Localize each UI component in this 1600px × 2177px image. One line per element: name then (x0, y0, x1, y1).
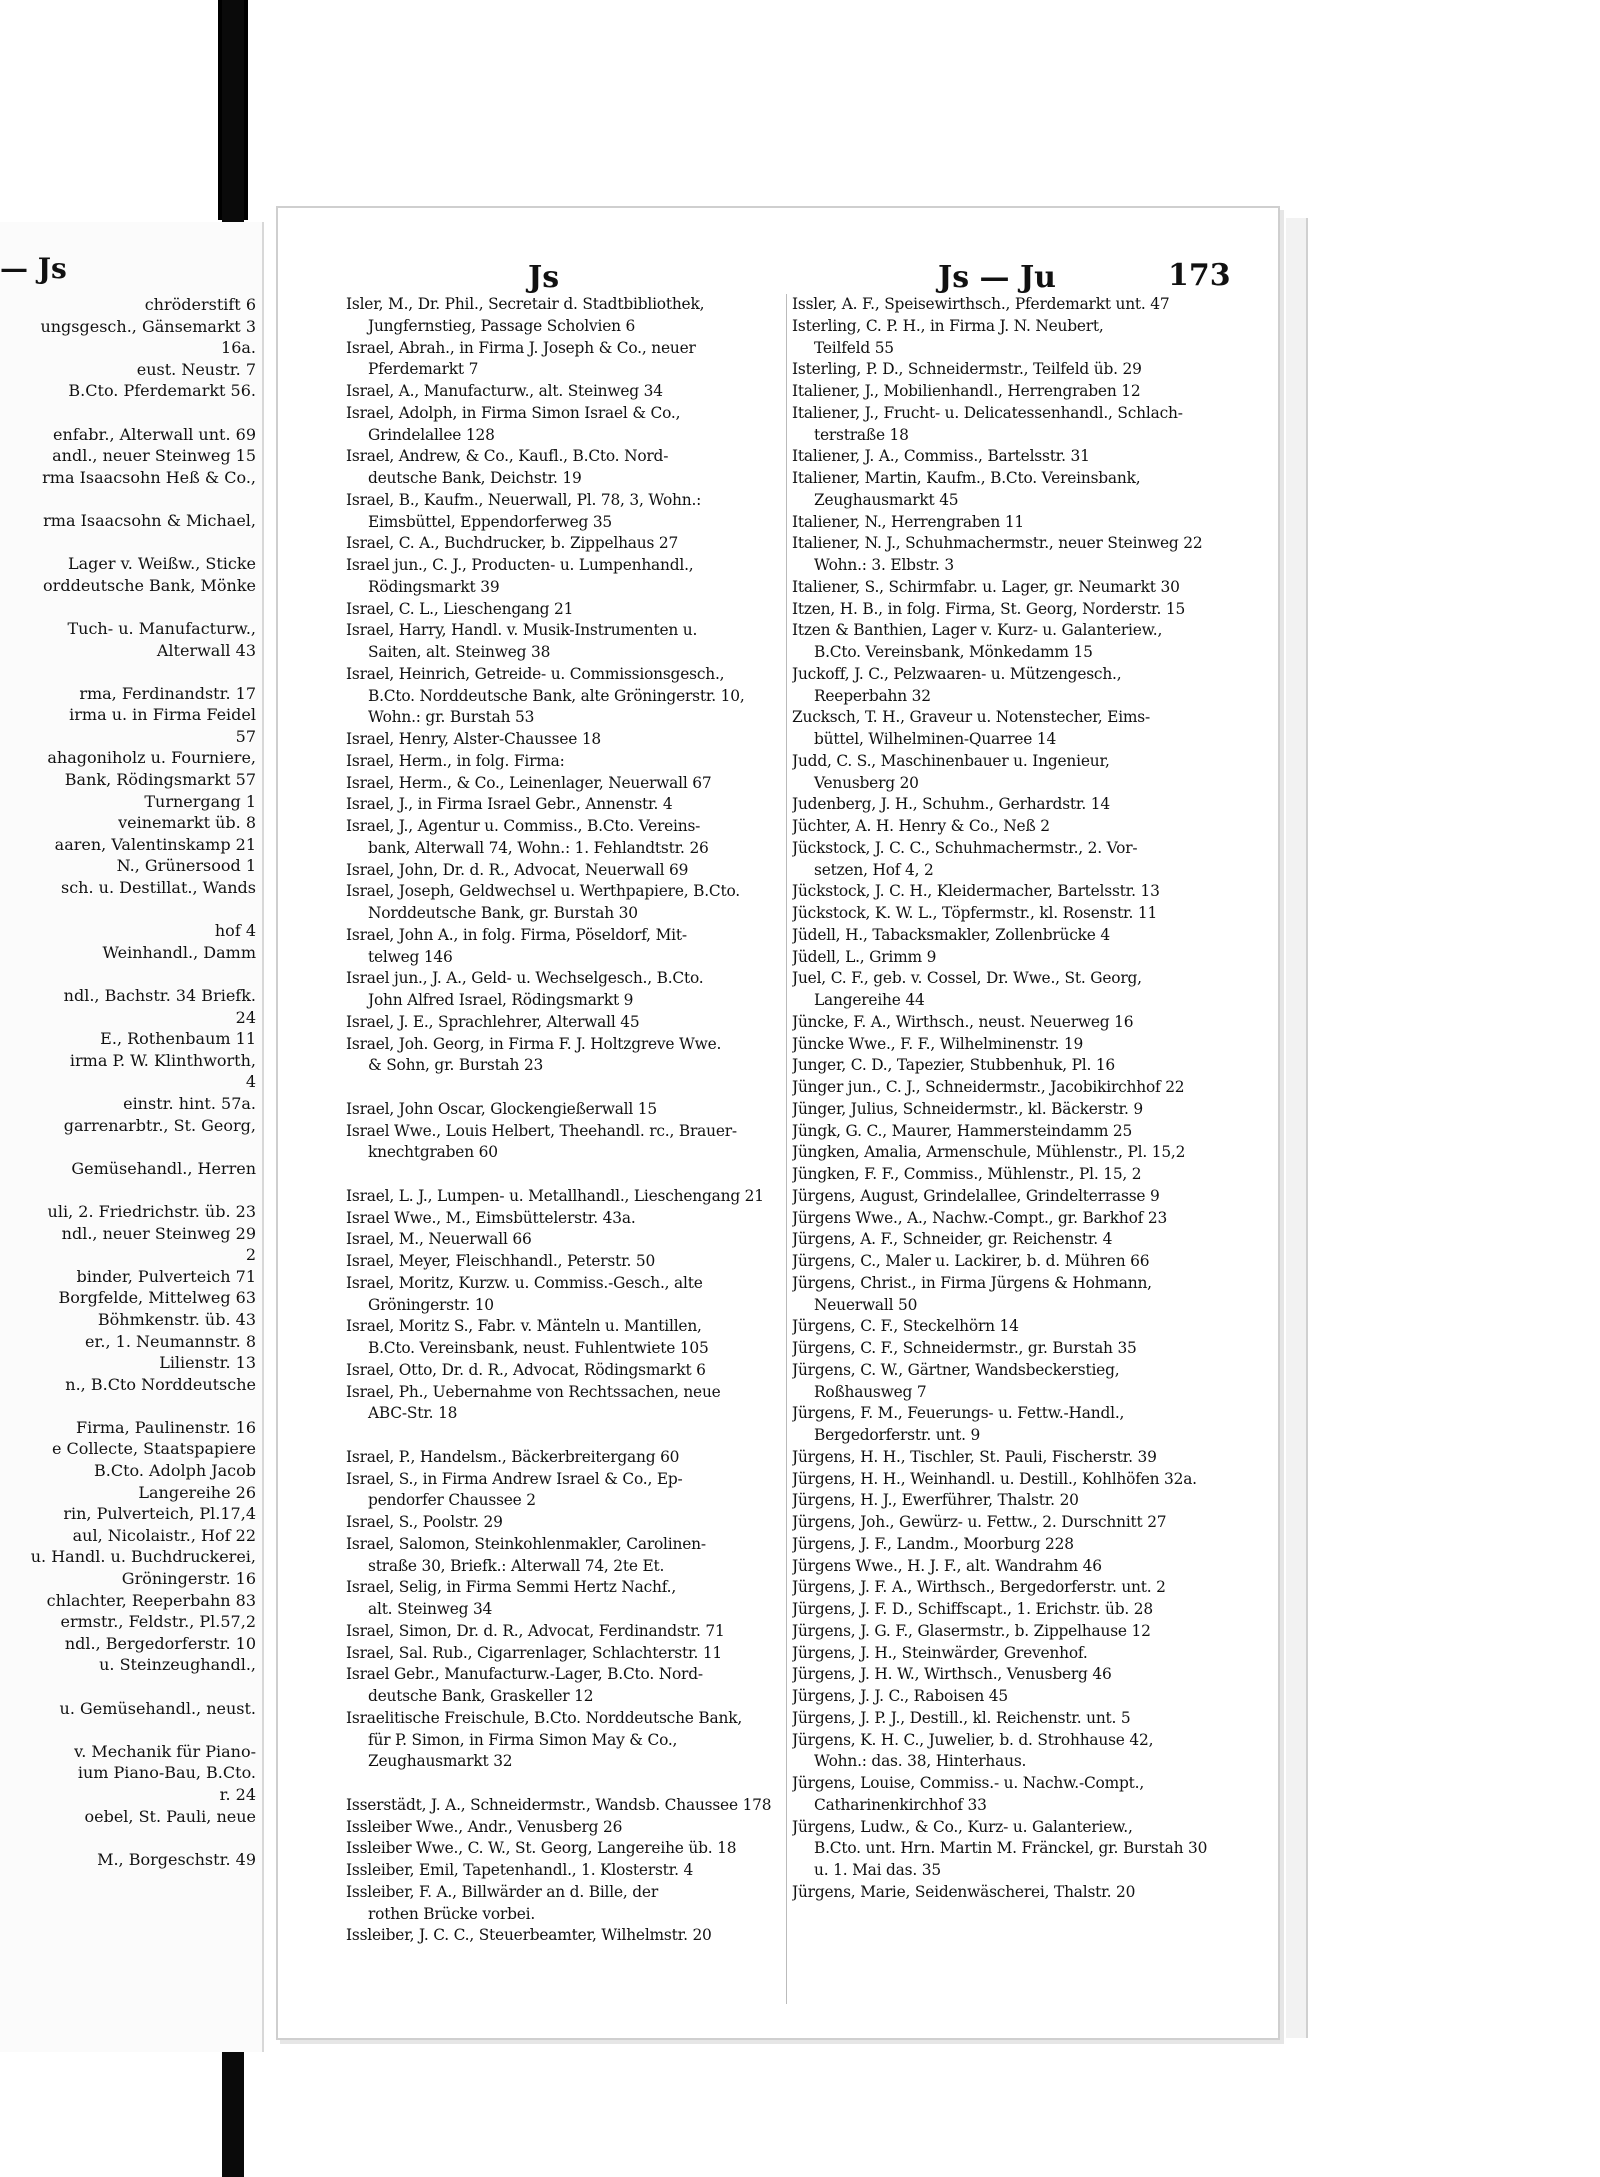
directory-entry: Jürgens, K. H. C., Juwelier, b. d. Strohhause 42, (792, 1730, 1154, 1749)
directory-entry: Jürgens, J. G. F., Glasermstr., b. Zippelhause 12 (792, 1621, 1151, 1640)
directory-entry: Israel, J., Agentur u. Commiss., B.Cto. Vereins- (346, 817, 701, 835)
directory-entry: Jüngken, Amalia, Armenschule, Mühlenstr., Pl. 15,2 (792, 1143, 1186, 1162)
left-page-line: 24 (235, 1007, 256, 1027)
directory-entry: Isterling, P. D., Schneidermstr., Teilfeld üb. 29 (792, 360, 1142, 379)
right-page (276, 206, 1280, 2040)
directory-entry: Jüncke Wwe., F. F., Wilhelminenstr. 19 (792, 1034, 1084, 1053)
left-page-line: Langereihe 26 (138, 1482, 256, 1502)
left-page-line: N., Grünersood 1 (116, 856, 256, 876)
left-page-line: ndl., Bachstr. 34 Briefk. (63, 986, 256, 1005)
directory-entry: Israel, Sal. Rub., Cigarrenlager, Schlachterstr. 11 (346, 1643, 723, 1662)
directory-entry: Isterling, C. P. H., in Firma J. N. Neubert, (792, 316, 1104, 335)
directory-entry: Israel, Harry, Handl. v. Musik-Instrumenten u. (346, 621, 698, 640)
directory-entry: Venusberg 20 (814, 773, 919, 792)
directory-entry: Junger, C. D., Tapezier, Stubbenhuk, Pl. 16 (792, 1056, 1116, 1075)
directory-entry: bank, Alterwall 74, Wohn.: 1. Fehlandtstr. 26 (368, 838, 709, 857)
left-page-line: Tuch- u. Manufacturw., (67, 618, 256, 638)
directory-entry: Itzen, H. B., in folg. Firma, St. Georg, Norderstr. 15 (792, 599, 1186, 618)
left-page-line (0, 963, 262, 985)
left-page-line: 2 (245, 1245, 256, 1265)
directory-entry: Israelitische Freischule, B.Cto. Norddeutsche Bank, (346, 1708, 743, 1727)
left-page-line: veinemarkt üb. 8 (118, 813, 256, 833)
directory-entry: Jürgens, C. W., Gärtner, Wandsbeckerstieg, (792, 1360, 1120, 1379)
directory-entry: Israel, Andrew, & Co., Kaufl., B.Cto. Nord- (346, 447, 669, 466)
left-page-line (0, 661, 262, 683)
left-page-line: uli, 2. Friedrichstr. üb. 23 (47, 1201, 256, 1221)
left-page-line: orddeutsche Bank, Mönke (43, 575, 256, 595)
left-page-line: 57 (235, 726, 256, 746)
directory-entry: Issleiber, Emil, Tapetenhandl., 1. Klosterstr. 4 (346, 1861, 694, 1879)
left-page-line (0, 1719, 262, 1741)
left-page-line: ermstr., Feldstr., Pl.57,2 (60, 1612, 256, 1632)
left-page-line: rma Isaacsohn & Michael, (43, 510, 256, 530)
directory-entry: deutsche Bank, Deichstr. 19 (368, 469, 582, 487)
left-page-line: u. Gemüsehandl., neust. (59, 1698, 256, 1718)
directory-entry: Wohn.: gr. Burstah 53 (368, 708, 535, 727)
directory-entry: Reeperbahn 32 (814, 686, 931, 705)
directory-entry: Israel, P., Handelsm., Bäckerbreitergang 60 (346, 1447, 680, 1466)
directory-entry: Israel, Herm., & Co., Leinenlager, Neuerwall 67 (346, 773, 712, 792)
directory-entry: Jungfernstieg, Passage Scholvien 6 (368, 316, 636, 335)
left-page-line: Gröningerstr. 16 (121, 1569, 256, 1589)
directory-entry: Jüdell, L., Grimm 9 (792, 947, 937, 966)
left-page (0, 222, 264, 2052)
directory-entry: Israel, Joseph, Geldwechsel u. Werthpapiere, B.Cto. (346, 882, 740, 901)
directory-entry: Israel, Selig, in Firma Semmi Hertz Nachf., (346, 1578, 677, 1597)
left-page-line: u. Handl. u. Buchdruckerei, (30, 1547, 256, 1567)
left-page-line: Weinhandl., Damm (102, 942, 256, 962)
left-page-line (0, 1676, 262, 1698)
left-page-line: Lilienstr. 13 (159, 1353, 256, 1373)
directory-entry: u. 1. Mai das. 35 (814, 1861, 941, 1879)
directory-entry: Israel, Simon, Dr. d. R., Advocat, Ferdinandstr. 71 (346, 1621, 725, 1640)
left-page-header: — Js (0, 252, 67, 285)
left-page-line (0, 1395, 262, 1417)
directory-entry: Saiten, alt. Steinweg 38 (368, 643, 551, 661)
directory-entry: Italiener, J., Mobilienhandl., Herrengraben 12 (792, 382, 1141, 400)
left-page-line (0, 1136, 262, 1158)
directory-entry: Jürgens, H. H., Weinhandl. u. Destill., Kohlhöfen 32a. (792, 1469, 1197, 1488)
left-page-line (0, 488, 262, 510)
directory-entry: Jürgens, Christ., in Firma Jürgens & Hohmann, (792, 1273, 1152, 1292)
left-page-line (0, 899, 262, 921)
left-page-line: aaren, Valentinskamp 21 (54, 834, 256, 854)
left-page-line (0, 532, 262, 554)
left-page-line: chlachter, Reeperbahn 83 (46, 1590, 256, 1610)
directory-entry: setzen, Hof 4, 2 (814, 860, 934, 879)
directory-entry: Jürgens, J. P. J., Destill., kl. Reichenstr. unt. 5 (792, 1708, 1131, 1727)
directory-entry (346, 1425, 796, 1447)
directory-entry: Israel, J., in Firma Israel Gebr., Annenstr. 4 (346, 795, 673, 814)
left-page-line: enfabr., Alterwall unt. 69 (53, 424, 256, 444)
running-head-right: Js — Ju (938, 260, 1056, 295)
directory-entry: Jürgens, Louise, Commiss.- u. Nachw.-Compt., (792, 1774, 1145, 1792)
directory-entry: Jürgens, C., Maler u. Lackirer, b. d. Mühren 66 (792, 1252, 1150, 1270)
directory-entry: Israel, A., Manufacturw., alt. Steinweg 34 (346, 382, 663, 400)
directory-entry: Jünger jun., C. J., Schneidermstr., Jacobikirchhof 22 (792, 1078, 1185, 1096)
left-page-line (0, 402, 262, 424)
directory-entry: Zeughausmarkt 45 (814, 490, 959, 509)
directory-entry: Italiener, N., Herrengraben 11 (792, 512, 1025, 531)
directory-entry: Israel, Meyer, Fleischhandl., Peterstr. 50 (346, 1252, 656, 1270)
directory-entry: Pferdemarkt 7 (368, 360, 479, 379)
left-page-line (0, 596, 262, 618)
directory-entry: Isler, M., Dr. Phil., Secretair d. Stadtbibliothek, (346, 295, 705, 313)
directory-entry: Roßhausweg 7 (814, 1382, 927, 1401)
directory-entry: Jückstock, J. C. C., Schuhmachermstr., 2. Vor- (792, 838, 1138, 857)
left-page-line: Lager v. Weißw., Sticke (67, 554, 256, 574)
directory-entry: Israel, Salomon, Steinkohlenmakler, Carolinen- (346, 1534, 706, 1553)
directory-entry: Israel Gebr., Manufacturw.-Lager, B.Cto. Nord- (346, 1665, 703, 1684)
directory-entry: Jürgens, J. H., Steinwärder, Grevenhof. (792, 1643, 1088, 1662)
directory-entry (346, 1164, 796, 1186)
directory-entry: Israel, Herm., in folg. Firma: (346, 751, 565, 770)
directory-entry: Israel, B., Kaufm., Neuerwall, Pl. 78, 3, Wohn.: (346, 490, 702, 509)
directory-entry: telweg 146 (368, 947, 453, 966)
directory-entry: Jürgens, H. J., Ewerführer, Thalstr. 20 (792, 1491, 1079, 1510)
directory-entry: Catharinenkirchhof 33 (814, 1795, 987, 1814)
directory-entry: Jürgens, Ludw., & Co., Kurz- u. Galanteriew., (792, 1817, 1133, 1836)
directory-entry: knechtgraben 60 (368, 1143, 498, 1162)
page-number: 173 (1168, 258, 1231, 293)
left-page-line: ndl., neuer Steinweg 29 (61, 1223, 256, 1243)
left-page-line: ahagoniholz u. Fourniere, (47, 748, 256, 768)
left-page-line: rin, Pulverteich, Pl.17,4 (63, 1504, 256, 1524)
directory-entry: Jückstock, K. W. L., Töpfermstr., kl. Rosenstr. 11 (792, 904, 1158, 922)
left-page-line: irma P. W. Klinthworth, (69, 1050, 256, 1070)
directory-entry: Israel, S., Poolstr. 29 (346, 1513, 503, 1531)
directory-entry: Israel, Moritz S., Fabr. v. Mänteln u. Mantillen, (346, 1317, 702, 1336)
left-page-line: Borgfelde, Mittelweg 63 (58, 1288, 256, 1308)
directory-entry: Israel, S., in Firma Andrew Israel & Co., Ep- (346, 1469, 683, 1488)
directory-entry: Eimsbüttel, Eppendorferweg 35 (368, 512, 613, 531)
left-page-line: chröderstift 6 (144, 295, 256, 314)
directory-entry: Neuerwall 50 (814, 1295, 918, 1314)
left-page-line: E., Rothenbaum 11 (100, 1029, 256, 1049)
left-page-lines (0, 294, 262, 1870)
left-page-line: rma, Ferdinandstr. 17 (79, 683, 256, 703)
directory-entry: Israel, Joh. Georg, in Firma F. J. Holtzgreve Wwe. (346, 1034, 722, 1053)
left-page-line: B.Cto. Pferdemarkt 56. (68, 381, 256, 401)
directory-entry: Issleiber Wwe., Andr., Venusberg 26 (346, 1817, 623, 1836)
directory-entry: Jürgens, C. F., Steckelhörn 14 (792, 1317, 1019, 1336)
directory-entry (346, 1077, 796, 1099)
directory-entry: Bergedorferstr. unt. 9 (814, 1426, 981, 1444)
directory-entry: B.Cto. unt. Hrn. Martin M. Fränckel, gr. Burstah 30 (814, 1839, 1208, 1858)
directory-entry: Jürgens, C. F., Schneidermstr., gr. Burstah 35 (792, 1339, 1137, 1357)
directory-entry (346, 1773, 796, 1795)
left-page-line: u. Steinzeughandl., (99, 1655, 256, 1675)
directory-entry: Wohn.: 3. Elbstr. 3 (814, 556, 954, 574)
left-page-line: sch. u. Destillat., Wands (61, 878, 256, 898)
directory-entry: & Sohn, gr. Burstah 23 (368, 1056, 544, 1075)
directory-entry: Jürgens, J. H. W., Wirthsch., Venusberg 46 (792, 1665, 1112, 1684)
directory-entry: Juel, C. F., geb. v. Cossel, Dr. Wwe., St. Georg, (792, 969, 1142, 988)
left-page-line: eust. Neustr. 7 (136, 359, 256, 379)
directory-entry: ABC-Str. 18 (368, 1404, 458, 1423)
left-page-line: Gemüsehandl., Herren (71, 1158, 256, 1178)
directory-entry: Teilfeld 55 (814, 338, 894, 357)
directory-entry: Jürgens, A. F., Schneider, gr. Reichenstr. 4 (792, 1230, 1113, 1249)
directory-entry: B.Cto. Norddeutsche Bank, alte Gröningerstr. 10, (368, 686, 745, 705)
left-page-line: 4 (245, 1072, 256, 1092)
directory-entry: Israel Wwe., M., Eimsbüttelerstr. 43a. (346, 1208, 636, 1227)
directory-entry: Jürgens, Joh., Gewürz- u. Fettw., 2. Durschnitt 27 (792, 1513, 1167, 1531)
directory-entry: pendorfer Chaussee 2 (368, 1491, 536, 1510)
left-page-line: rma Isaacsohn Heß & Co., (42, 467, 256, 487)
page-edge (1286, 218, 1308, 2038)
left-page-line: andl., neuer Steinweg 15 (52, 446, 256, 466)
directory-entry: Isserstädt, J. A., Schneidermstr., Wandsb. Chaussee 178 (346, 1795, 772, 1814)
directory-entry: Jückstock, J. C. H., Kleidermacher, Bartelsstr. 13 (792, 882, 1160, 901)
directory-entry: für P. Simon, in Firma Simon May & Co., (368, 1730, 678, 1749)
directory-entry: Israel, L. J., Lumpen- u. Metallhandl., Lieschengang 21 (346, 1186, 764, 1205)
left-page-line: hof 4 (214, 921, 256, 941)
left-page-line: garrenarbtr., St. Georg, (63, 1115, 256, 1135)
directory-entry: Israel, John Oscar, Glockengießerwall 15 (346, 1099, 657, 1118)
directory-entry: straße 30, Briefk.: Alterwall 74, 2te Et. (368, 1556, 665, 1575)
directory-entry: Israel, C. A., Buchdrucker, b. Zippelhaus 27 (346, 534, 679, 553)
directory-entry: Jürgens, Marie, Seidenwäscherei, Thalstr. 20 (792, 1882, 1136, 1901)
directory-column-2 (792, 294, 1242, 1904)
directory-entry: Jürgens, August, Grindelallee, Grindelterrasse 9 (792, 1186, 1160, 1205)
directory-entry: Israel, Adolph, in Firma Simon Israel & Co., (346, 403, 681, 422)
directory-entry: Jürgens Wwe., A., Nachw.-Compt., gr. Barkhof 23 (792, 1208, 1168, 1227)
directory-entry: Israel jun., C. J., Producten- u. Lumpenhandl., (346, 556, 694, 574)
directory-entry: Norddeutsche Bank, gr. Burstah 30 (368, 904, 638, 922)
left-page-line: M., Borgeschstr. 49 (97, 1849, 256, 1869)
directory-entry: Gröningerstr. 10 (368, 1295, 494, 1314)
left-page-line: 16a. (221, 338, 256, 358)
directory-entry: Israel, Moritz, Kurzw. u. Commiss.-Gesch., alte (346, 1273, 703, 1292)
directory-entry: deutsche Bank, Graskeller 12 (368, 1687, 594, 1705)
directory-entry: Jüngk, G. C., Maurer, Hammersteindamm 25 (792, 1121, 1133, 1140)
directory-entry: B.Cto. Vereinsbank, Mönkedamm 15 (814, 643, 1093, 661)
directory-entry: Israel, J. E., Sprachlehrer, Alterwall 45 (346, 1012, 640, 1031)
directory-entry: Jürgens Wwe., H. J. F., alt. Wandrahm 46 (792, 1556, 1102, 1575)
directory-entry: Issler, A. F., Speisewirthsch., Pferdemarkt unt. 47 (792, 295, 1170, 313)
directory-entry: Jürgens, J. F., Landm., Moorburg 228 (792, 1534, 1074, 1553)
directory-entry: Zucksch, T. H., Graveur u. Notenstecher, Eims- (792, 708, 1151, 727)
left-page-line (0, 1179, 262, 1201)
directory-entry: Jünger, Julius, Schneidermstr., kl. Bäckerstr. 9 (792, 1099, 1143, 1118)
left-page-line: einstr. hint. 57a. (123, 1093, 256, 1113)
directory-entry: Italiener, J., Frucht- u. Delicatessenhandl., Schlach- (792, 403, 1183, 422)
directory-entry: Israel, John, Dr. d. R., Advocat, Neuerwall 69 (346, 860, 689, 879)
directory-entry: Jürgens, H. H., Tischler, St. Pauli, Fischerstr. 39 (792, 1447, 1157, 1466)
left-page-line: B.Cto. Adolph Jacob (93, 1461, 256, 1481)
directory-entry: B.Cto. Vereinsbank, neust. Fuhlentwiete 105 (368, 1339, 709, 1357)
directory-entry: John Alfred Israel, Rödingsmarkt 9 (368, 991, 634, 1009)
directory-entry: Israel, Ph., Uebernahme von Rechtssachen, neue (346, 1382, 721, 1401)
directory-entry: Jüdell, H., Tabacksmakler, Zollenbrücke 4 (792, 925, 1110, 944)
directory-entry: Grindelallee 128 (368, 425, 495, 444)
left-page-line: Turnergang 1 (144, 791, 256, 811)
directory-entry: Israel, Abrah., in Firma J. Joseph & Co., neuer (346, 338, 696, 357)
directory-entry: Juckoff, J. C., Pelzwaaren- u. Mützengesch., (792, 664, 1122, 683)
left-page-line: ndl., Bergedorferstr. 10 (64, 1633, 256, 1653)
directory-entry: büttel, Wilhelminen-Quarree 14 (814, 730, 1057, 748)
directory-entry: Zeughausmarkt 32 (368, 1752, 513, 1771)
directory-entry: Israel jun., J. A., Geld- u. Wechselgesch., B.Cto. (346, 969, 704, 988)
left-page-line: Firma, Paulinenstr. 16 (75, 1417, 256, 1437)
left-page-line: Bank, Rödingsmarkt 57 (64, 770, 256, 790)
left-page-line: e Collecte, Staatspapiere (52, 1439, 256, 1459)
directory-entry: Issleiber, J. C. C., Steuerbeamter, Wilhelmstr. 20 (346, 1926, 712, 1945)
directory-entry: Issleiber, F. A., Billwärder an d. Bille, der (346, 1882, 658, 1901)
left-page-line: er., 1. Neumannstr. 8 (85, 1331, 256, 1351)
directory-entry: Jürgens, J. F. D., Schiffscapt., 1. Erichstr. üb. 28 (792, 1600, 1153, 1618)
directory-entry: Israel, Heinrich, Getreide- u. Commissionsgesch., (346, 664, 725, 683)
directory-column-1 (346, 294, 796, 1947)
directory-entry: Jüngken, F. F., Commiss., Mühlenstr., Pl. 15, 2 (792, 1165, 1142, 1183)
left-page-line: ium Piano-Bau, B.Cto. (77, 1763, 256, 1783)
directory-entry: Rödingsmarkt 39 (368, 577, 500, 596)
directory-entry: Israel, M., Neuerwall 66 (346, 1230, 532, 1249)
directory-entry: Italiener, J. A., Commiss., Bartelsstr. 31 (792, 447, 1090, 466)
directory-entry: Jüchter, A. H. Henry & Co., Neß 2 (792, 817, 1050, 835)
left-page-line: irma u. in Firma Feidel (69, 705, 256, 725)
running-head-left: Js (528, 260, 560, 295)
directory-entry: Judenberg, J. H., Schuhm., Gerhardstr. 14 (792, 795, 1110, 814)
directory-entry: Issleiber Wwe., C. W., St. Georg, Langereihe üb. 18 (346, 1839, 737, 1858)
directory-entry: Jürgens, J. J. C., Raboisen 45 (792, 1687, 1008, 1705)
left-page-line (0, 1827, 262, 1849)
directory-entry: Langereihe 44 (814, 991, 925, 1009)
left-page-line: Alterwall 43 (156, 640, 256, 660)
directory-entry: Itzen & Banthien, Lager v. Kurz- u. Galanteriew., (792, 621, 1163, 640)
directory-entry: Wohn.: das. 38, Hinterhaus. (814, 1752, 1027, 1771)
directory-entry: alt. Steinweg 34 (368, 1600, 493, 1618)
left-page-line: v. Mechanik für Piano- (74, 1741, 256, 1761)
directory-entry: Israel Wwe., Louis Helbert, Theehandl. rc., Brauer- (346, 1121, 737, 1140)
directory-entry: Jürgens, F. M., Feuerungs- u. Fettw.-Handl., (792, 1404, 1125, 1423)
directory-entry: Israel, C. L., Lieschengang 21 (346, 599, 574, 618)
directory-entry: Italiener, Martin, Kaufm., B.Cto. Vereinsbank, (792, 469, 1141, 487)
directory-entry: rothen Brücke vorbei. (368, 1904, 536, 1923)
left-page-line: ungsgesch., Gänsemarkt 3 (40, 316, 256, 336)
directory-entry: Jüncke, F. A., Wirthsch., neust. Neuerweg 16 (792, 1012, 1134, 1031)
left-page-line: Böhmkenstr. üb. 43 (97, 1309, 256, 1329)
directory-entry: Israel, Otto, Dr. d. R., Advocat, Rödingsmarkt 6 (346, 1360, 706, 1379)
directory-entry: Judd, C. S., Maschinenbauer u. Ingenieur, (792, 751, 1110, 770)
directory-entry: Italiener, S., Schirmfabr. u. Lager, gr. Neumarkt 30 (792, 577, 1180, 596)
directory-entry: Italiener, N. J., Schuhmachermstr., neuer Steinweg 22 (792, 534, 1203, 553)
directory-entry: Israel, John A., in folg. Firma, Pöseldorf, Mit- (346, 925, 687, 944)
directory-entry: Jürgens, J. F. A., Wirthsch., Bergedorferstr. unt. 2 (792, 1578, 1166, 1597)
left-page-line: r. 24 (219, 1784, 256, 1804)
left-page-line: binder, Pulverteich 71 (76, 1266, 256, 1286)
directory-entry: terstraße 18 (814, 425, 909, 444)
left-page-line: n., B.Cto Norddeutsche (65, 1374, 256, 1394)
left-page-line: oebel, St. Pauli, neue (84, 1806, 256, 1826)
left-page-line: aul, Nicolaistr., Hof 22 (72, 1525, 256, 1545)
directory-entry: Israel, Henry, Alster-Chaussee 18 (346, 730, 602, 748)
